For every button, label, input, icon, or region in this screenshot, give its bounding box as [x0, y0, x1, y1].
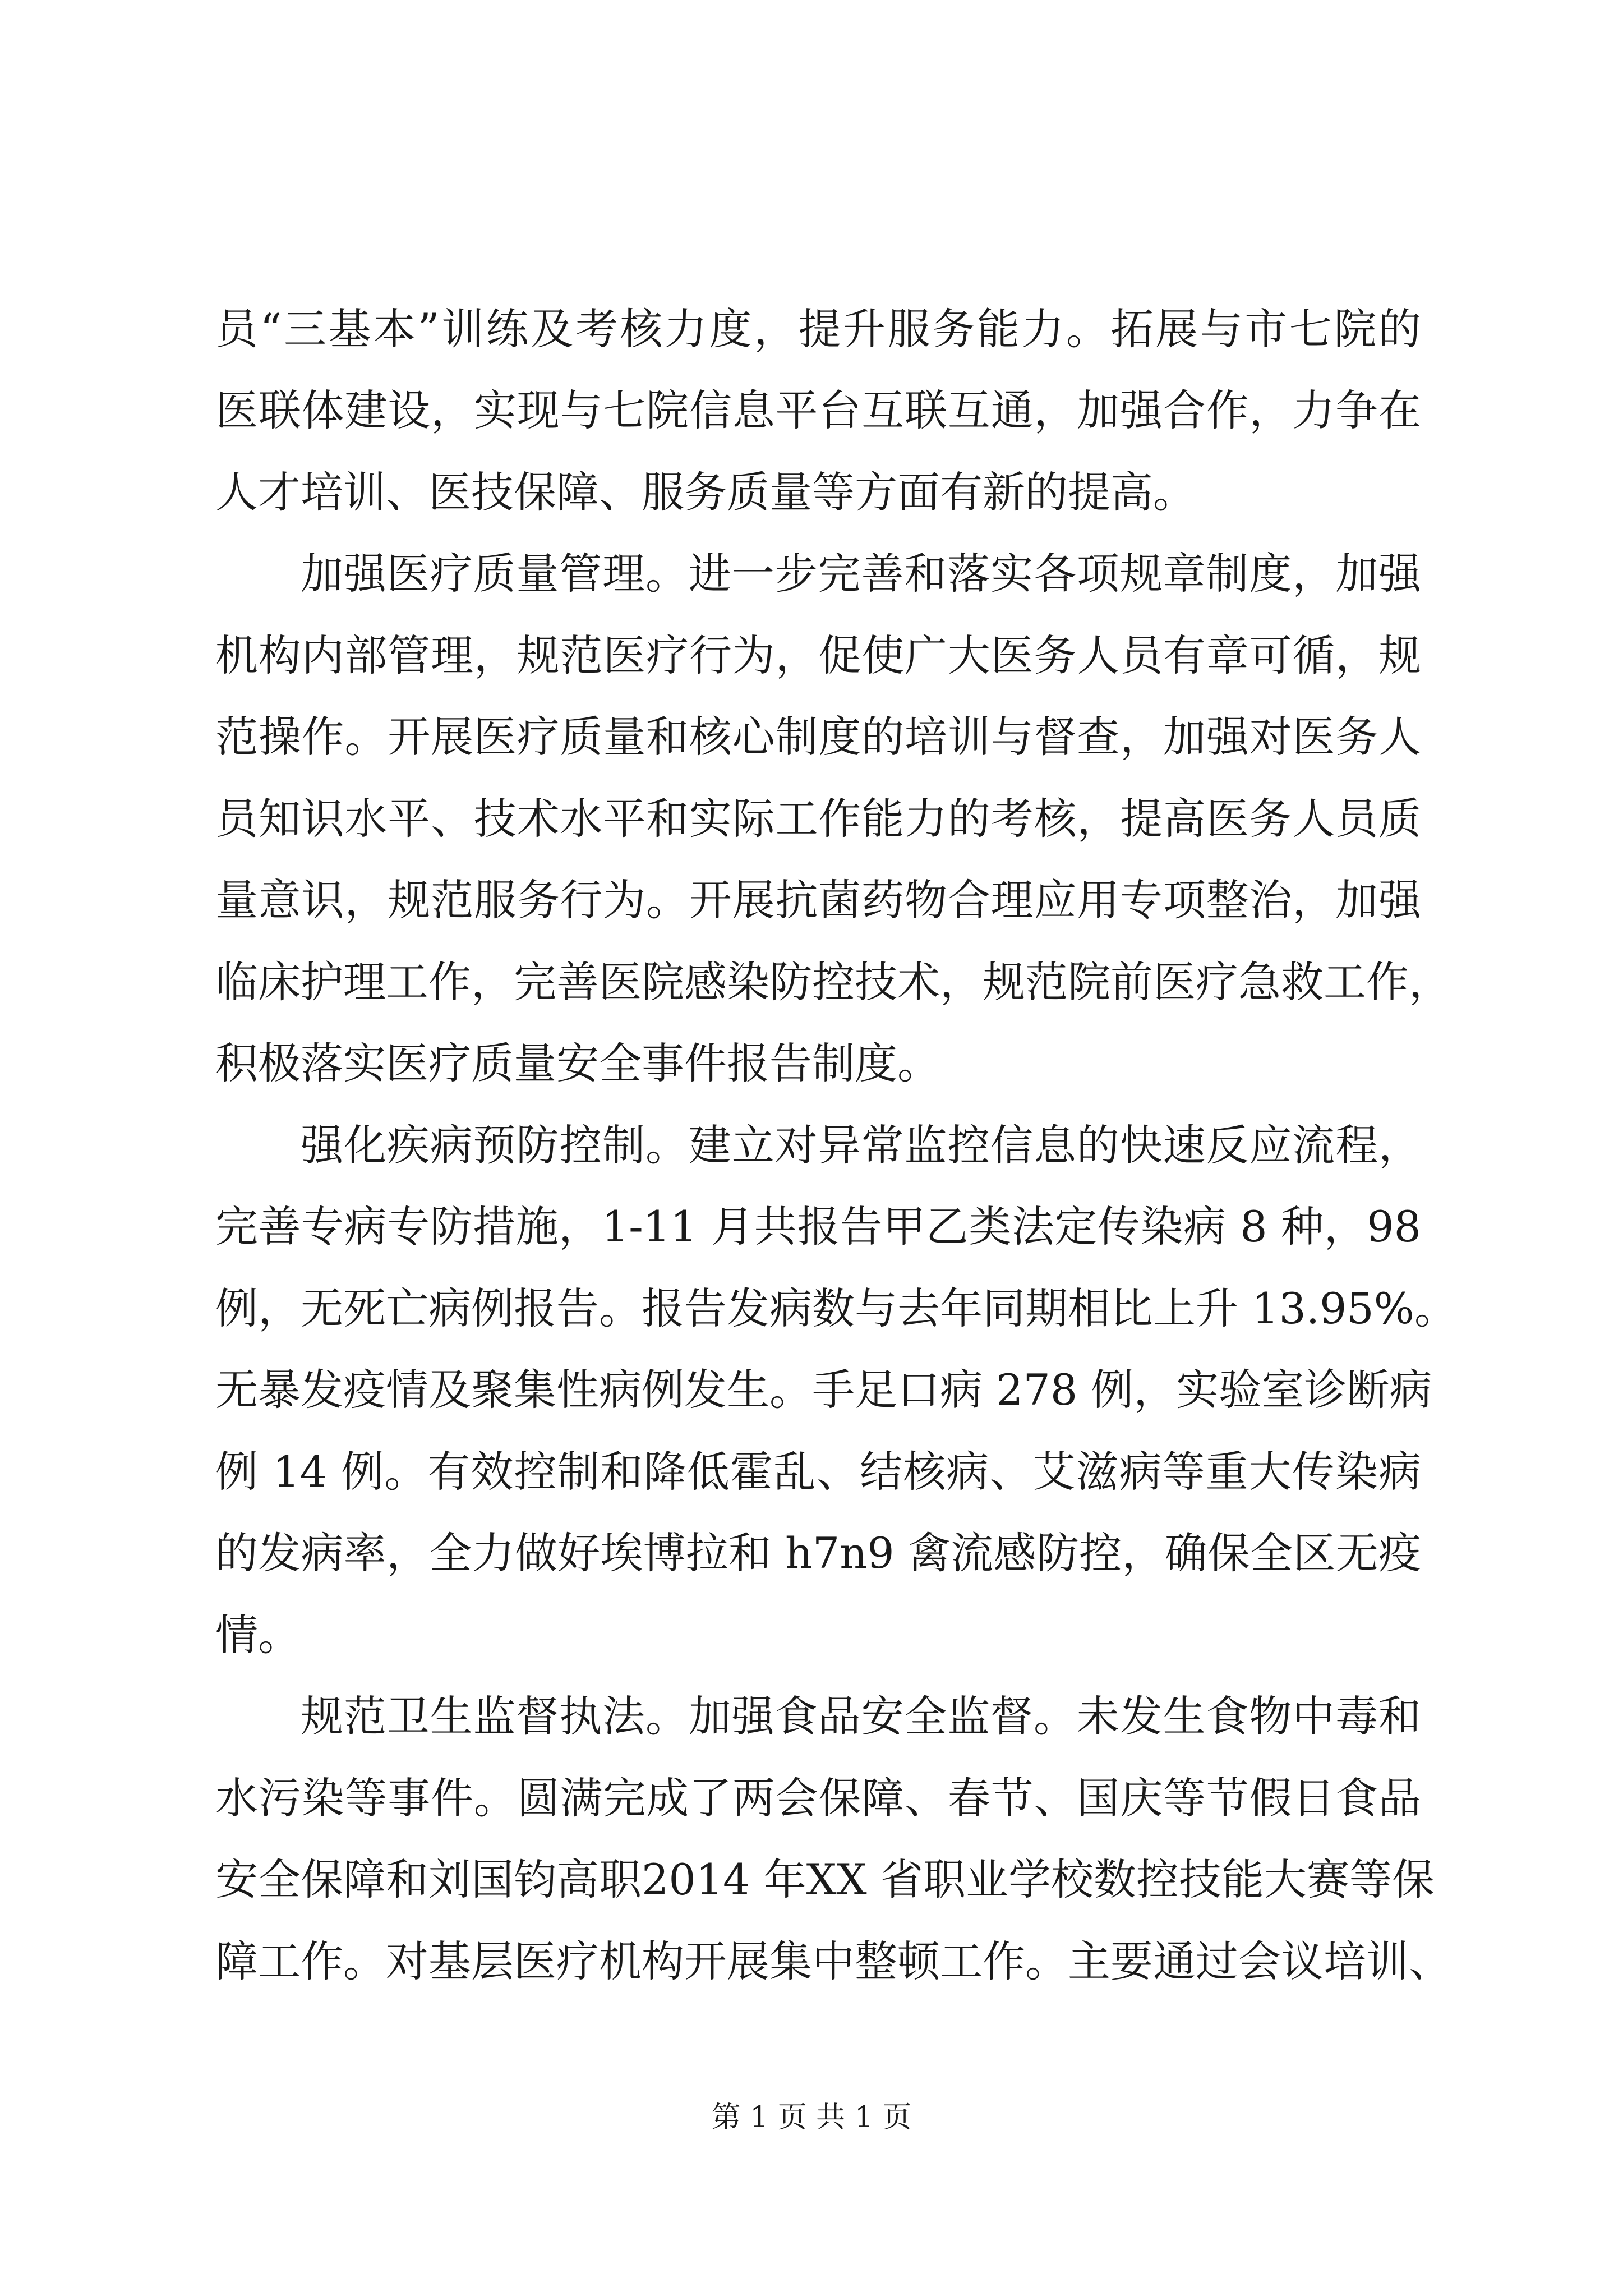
text-line: 人才培训、医技保障、服务质量等方面有新的提高。 — [215, 467, 1196, 517]
text-line: 水污染等事件。圆满完成了两会保障、春节、国庆等节假日食品 — [215, 1773, 1421, 1823]
text-line: 例 14 例。有效控制和降低霍乱、结核病、艾滋病等重大传染病 — [215, 1447, 1421, 1497]
page-footer — [0, 2095, 1623, 2140]
paragraph-first-line: 加强医疗质量管理。进一步完善和落实各项规章制度，加强 — [301, 549, 1421, 599]
text-line: 量意识，规范服务行为。开展抗菌药物合理应用专项整治，加强 — [215, 875, 1421, 925]
text-line: 员知识水平、技术水平和实际工作能力的考核，提高医务人员质 — [215, 794, 1421, 844]
text-line: 无暴发疫情及聚集性病例发生。手足口病 278 例，实验室诊断病 — [215, 1365, 1432, 1415]
paragraph-first-line: 强化疾病预防控制。建立对异常监控信息的快速反应流程， — [301, 1120, 1421, 1170]
text-line: 员“三基本”训练及考核力度，提升服务能力。拓展与市七院的 — [215, 304, 1421, 354]
paragraph-first-line: 规范卫生监督执法。加强食品安全监督。未发生食物中毒和 — [301, 1691, 1421, 1741]
text-line: 障工作。对基层医疗机构开展集中整顿工作。主要通过会议培训、 — [215, 1936, 1451, 1986]
text-line: 安全保障和刘国钧高职2014 年XX 省职业学校数控技能大赛等保 — [215, 1855, 1435, 1904]
text-line: 临床护理工作，完善医院感染防控技术，规范院前医疗急救工作， — [215, 957, 1451, 1007]
text-line: 完善专病专防措施，1-11 月共报告甲乙类法定传染病 8 种，98 — [215, 1202, 1421, 1251]
page-number-label: 第 1 页 共 1 页 — [711, 2101, 912, 2134]
text-line: 积极落实医疗质量安全事件报告制度。 — [215, 1038, 940, 1088]
text-line: 例，无死亡病例报告。报告发病数与去年同期相比上升 13.95%。 — [215, 1283, 1457, 1333]
text-line: 范操作。开展医疗质量和核心制度的培训与督查，加强对医务人 — [215, 712, 1421, 762]
text-line: 的发病率，全力做好埃博拉和 h7n9 禽流感防控，确保全区无疫 — [215, 1528, 1421, 1578]
text-line: 医联体建设，实现与七院信息平台互联互通，加强合作，力争在 — [215, 385, 1421, 435]
text-line: 情。 — [215, 1610, 301, 1660]
text-line: 机构内部管理，规范医疗行为，促使广大医务人员有章可循，规 — [215, 631, 1421, 680]
